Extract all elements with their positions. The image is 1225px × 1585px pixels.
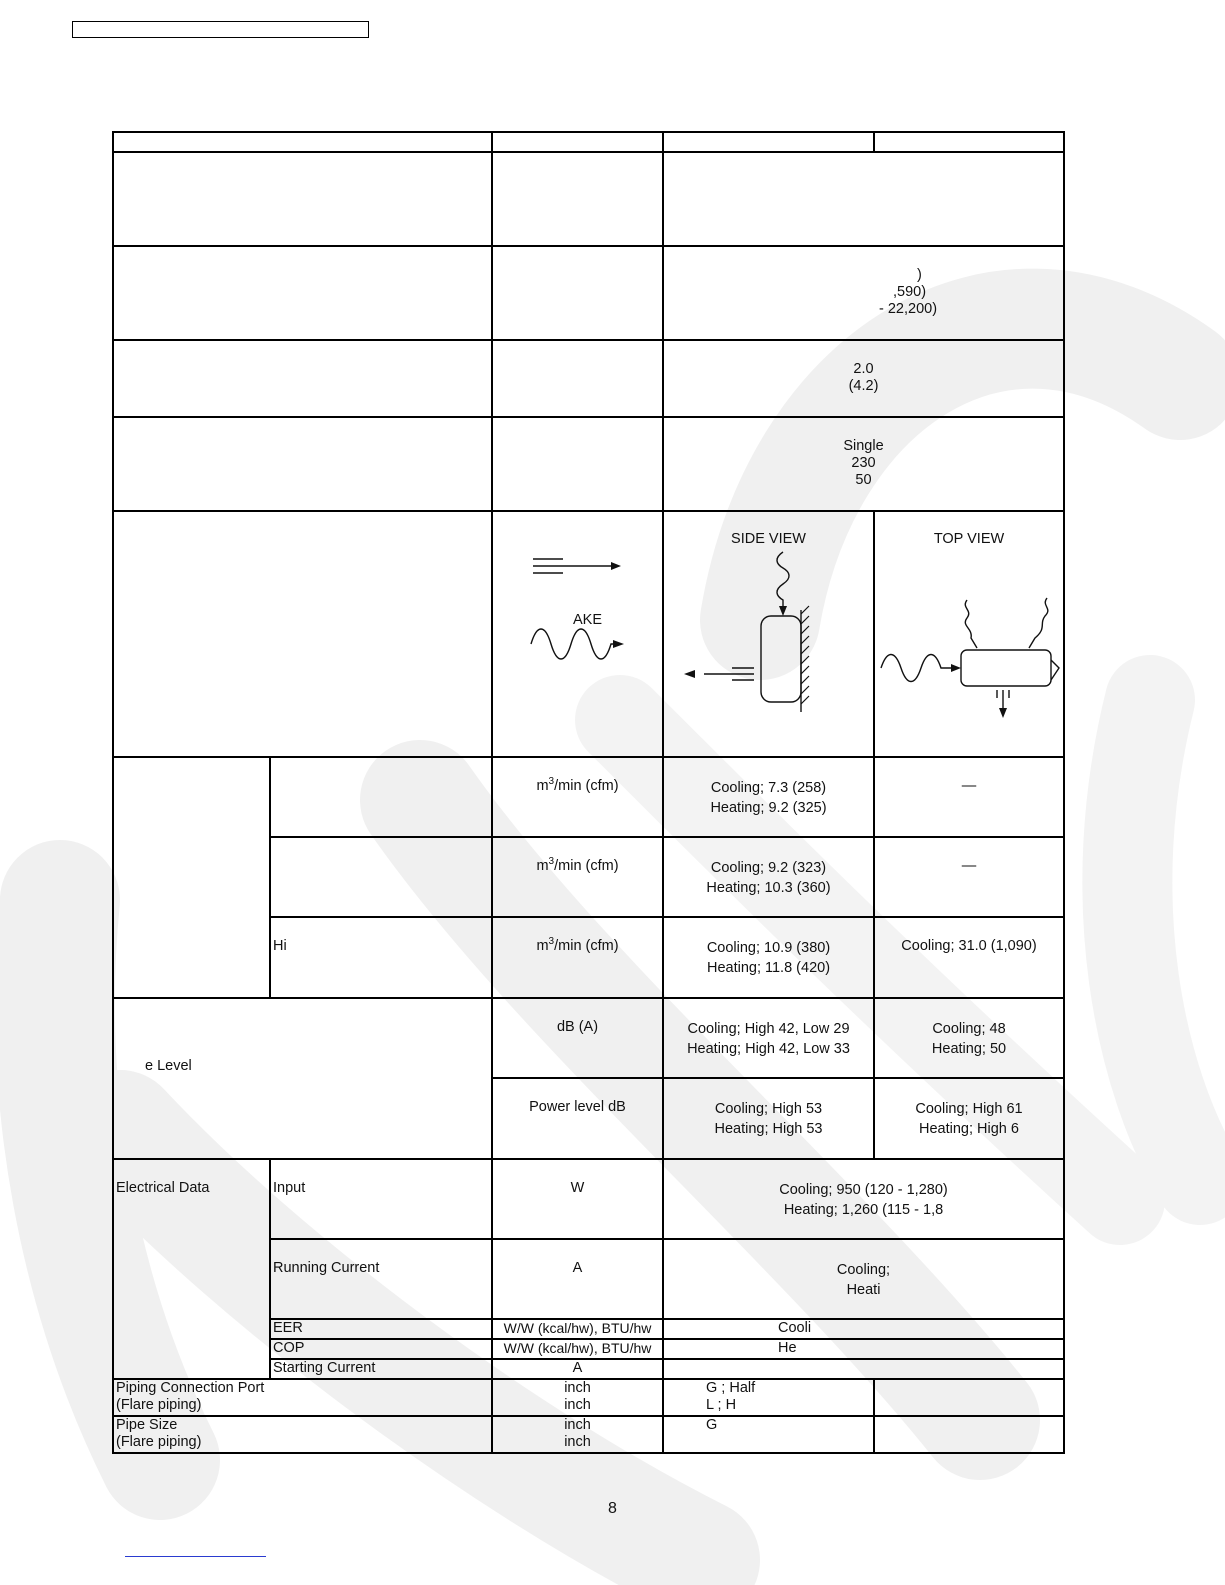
- top-view-diagram: [875, 548, 1065, 728]
- input-label: Input: [270, 1159, 492, 1239]
- top-view-cell: [874, 511, 1064, 757]
- pipe-size-unit: inch inch: [492, 1416, 663, 1453]
- noise-indoor-db: Cooling; High 42, Low 29 Heating; High 42, Low 33: [663, 998, 874, 1078]
- header-box: [72, 21, 369, 38]
- air-circulation-label-hi: Hi: [270, 917, 492, 998]
- capacity-line-3: - 22,200): [879, 301, 938, 317]
- starting-current-value: [663, 1359, 1064, 1379]
- running-current-unit: A: [492, 1239, 663, 1319]
- noise-indoor-power: Cooling; High 53 Heating; High 53: [663, 1078, 874, 1159]
- table-row-moisture: [113, 340, 1064, 417]
- piping-port-outdoor: [874, 1379, 1064, 1416]
- air-circulation-label: [270, 757, 492, 837]
- table-row-pipe-size: [113, 1416, 1064, 1453]
- air-circulation-indoor: Cooling; 7.3 (258) Heating; 9.2 (325): [663, 757, 874, 837]
- noise-level-label: e Level: [113, 998, 492, 1159]
- pipe-size-indoor: G: [663, 1416, 874, 1453]
- pipe-size-label: Pipe Size (Flare piping): [113, 1416, 492, 1453]
- arrow-down-icon: [779, 606, 787, 616]
- top-view-label: TOP VIEW: [933, 531, 1005, 547]
- arrow-left-icon: [684, 670, 695, 678]
- arrow-right-icon: [611, 562, 621, 570]
- input-value: Cooling; 950 (120 - 1,280) Heating; 1,260 (115 - 1,8: [663, 1159, 1064, 1239]
- capacity-line-1: ): [917, 267, 922, 283]
- power-source-values: [663, 417, 1064, 511]
- side-view-diagram: [664, 548, 873, 728]
- noise-unit-power: Power level dB: [492, 1078, 663, 1159]
- header-cell-item: [113, 132, 492, 152]
- table-row-blank: [113, 152, 1064, 246]
- noise-outdoor-db: Cooling; 48 Heating; 50: [874, 998, 1064, 1078]
- noise-unit-db: dB (A): [492, 998, 663, 1078]
- starting-current-unit: A: [492, 1359, 663, 1379]
- running-current-value: Cooling; Heati: [663, 1239, 1064, 1319]
- noise-outdoor-power: Cooling; High 61 Heating; High 6: [874, 1078, 1064, 1159]
- cop-unit: W/W (kcal/hw), BTU/hw: [492, 1339, 663, 1359]
- piping-port-indoor: G ; Half L ; H: [663, 1379, 874, 1416]
- eer-label: EER: [270, 1319, 492, 1339]
- arrow-right-icon: [951, 664, 961, 672]
- table-row-power-source: [113, 417, 1064, 511]
- table-header-row: [113, 132, 1064, 152]
- pipe-size-outdoor: [874, 1416, 1064, 1453]
- table-row-noise-1: [113, 998, 1064, 1078]
- side-view-cell: [663, 511, 874, 757]
- starting-current-label: Starting Current: [270, 1359, 492, 1379]
- air-circulation-unit: $m^3/\min$ (cfm): [492, 837, 663, 917]
- header-cell-indoor: [663, 132, 874, 152]
- piping-port-unit: inch inch: [492, 1379, 663, 1416]
- table-row-piping-port: [113, 1379, 1064, 1416]
- arrow-down-icon: [999, 708, 1007, 718]
- air-circulation-indoor: Cooling; 10.9 (380) Heating; 11.8 (420): [663, 917, 874, 998]
- airflow-legend-cell: [492, 511, 663, 757]
- arrow-right-icon: [613, 640, 624, 648]
- cop-label: COP: [270, 1339, 492, 1359]
- table-row-air-circulation-1: [113, 757, 1064, 837]
- eer-unit: W/W (kcal/hw), BTU/hw: [492, 1319, 663, 1339]
- specification-table: [112, 131, 1065, 1454]
- airflow-legend-label: AKE: [573, 612, 603, 628]
- capacity-values: [663, 246, 1064, 340]
- input-unit: W: [492, 1159, 663, 1239]
- power-voltage: 230: [851, 455, 876, 471]
- moisture-values: [663, 340, 1064, 417]
- table-row-airflow-diagram: [113, 511, 1064, 757]
- table-row-electrical-input: [113, 1159, 1064, 1239]
- air-circulation-outdoor: —: [874, 837, 1064, 917]
- moisture-line-1: 2.0: [853, 361, 874, 377]
- header-cell-unit: [492, 132, 663, 152]
- air-circulation-label: [270, 837, 492, 917]
- table-row-capacity: [113, 246, 1064, 340]
- eer-value: Cooli: [663, 1319, 1064, 1339]
- air-circulation-unit: $m^3/\min$ (cfm): [492, 757, 663, 837]
- cop-value: He: [663, 1339, 1064, 1359]
- air-circulation-outdoor: —: [874, 757, 1064, 837]
- air-circulation-indoor: Cooling; 9.2 (323) Heating; 10.3 (360): [663, 837, 874, 917]
- side-view-label: SIDE VIEW: [731, 531, 806, 547]
- air-circulation-unit: $m^3/\min$ (cfm): [492, 917, 663, 998]
- power-frequency: 50: [855, 472, 872, 488]
- moisture-line-2: (4.2): [848, 378, 879, 394]
- page-number: 8: [608, 1500, 617, 1517]
- power-phase: Single: [843, 438, 884, 454]
- footer-link-underline[interactable]: [125, 1556, 266, 1557]
- air-circulation-group-cell: [113, 757, 270, 998]
- piping-port-label: Piping Connection Port (Flare piping): [113, 1379, 492, 1416]
- running-current-label: Running Current: [270, 1239, 492, 1319]
- capacity-line-2: ,590): [893, 284, 927, 300]
- electrical-data-label: Electrical Data: [113, 1159, 270, 1379]
- header-cell-outdoor: [874, 132, 1064, 152]
- air-circulation-outdoor: Cooling; 31.0 (1,090): [874, 917, 1064, 998]
